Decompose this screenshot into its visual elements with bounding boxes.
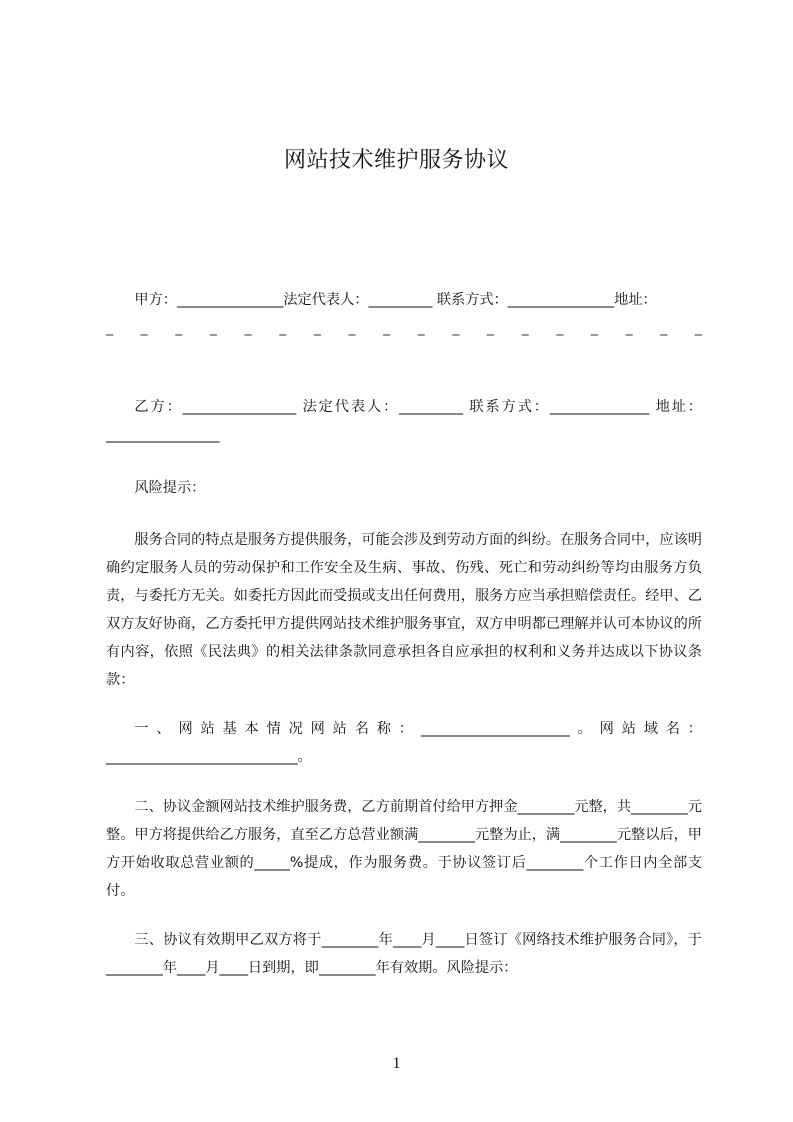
- service-paragraph: 服务合同的特点是服务方提供服务，可能会涉及到劳动方面的纠纷。在服务合同中，应该明确约定服务人员的劳动保护和工作安全及生病、事故、伤残、死亡和劳动纠纷等均由服务方负责，与委托方无关。如委托方因此而受损或支出任何费用，服务方应当承担赔偿责任。经甲、乙双方友好协商，乙方委托甲方提供网站技术维护服务事宜，双方申明都已理解并认可本协议的所有内容，依照《民法典》的相关法律条款同意承担各自应承担的权利和义务并达成以下协议条款：: [106, 532, 702, 688]
- dash: _: [209, 320, 217, 336]
- dash: _: [106, 320, 113, 336]
- dash: _: [590, 320, 598, 336]
- dash: _: [521, 320, 529, 336]
- dash: _: [383, 320, 391, 336]
- dash: _: [556, 320, 564, 336]
- party-a-line: 甲方：_______________法定代表人：_________ 联系方式：_______________地址：: [134, 292, 657, 308]
- dash: _: [348, 320, 356, 336]
- dash: _: [660, 320, 668, 336]
- dash: _: [279, 320, 287, 336]
- risk-heading: 风险提示：: [134, 480, 206, 496]
- dash: _: [694, 320, 702, 336]
- dash: _: [140, 320, 148, 336]
- dash: _: [244, 320, 252, 336]
- page-title: 网站技术维护服务协议: [283, 148, 509, 173]
- clause-1: 一、网站基本情况网站名称：_____________________。网站域名：___________________________。: [106, 721, 702, 765]
- dash: _: [625, 320, 633, 336]
- dash: _: [417, 320, 425, 336]
- dash: _: [313, 320, 321, 336]
- clause-2: 二、协议金额网站技术维护服务费，乙方前期首付给甲方押金________元整，共________元整。甲方将提供给乙方服务，直至乙方总营业额满________元整为止，满________元整以后，甲方开始收取总营业额的_____%提成，作为服务费。于协议签订后________个工作日内全部支付。: [106, 799, 702, 899]
- page-number: 1: [392, 1055, 401, 1072]
- address-dash-line: [106, 314, 702, 342]
- dash: _: [175, 320, 183, 336]
- dash: _: [487, 320, 495, 336]
- dash: _: [452, 320, 460, 336]
- party-b-line: 乙方：________________ 法定代表人：_________ 联系方式：______________ 地址：________________: [106, 399, 702, 443]
- clause-3: 三、协议有效期甲乙双方将于________年____月____日签订《网络技术维护服务合同》，于________年____月____日到期，即________年有效期。风险提示：: [106, 932, 702, 976]
